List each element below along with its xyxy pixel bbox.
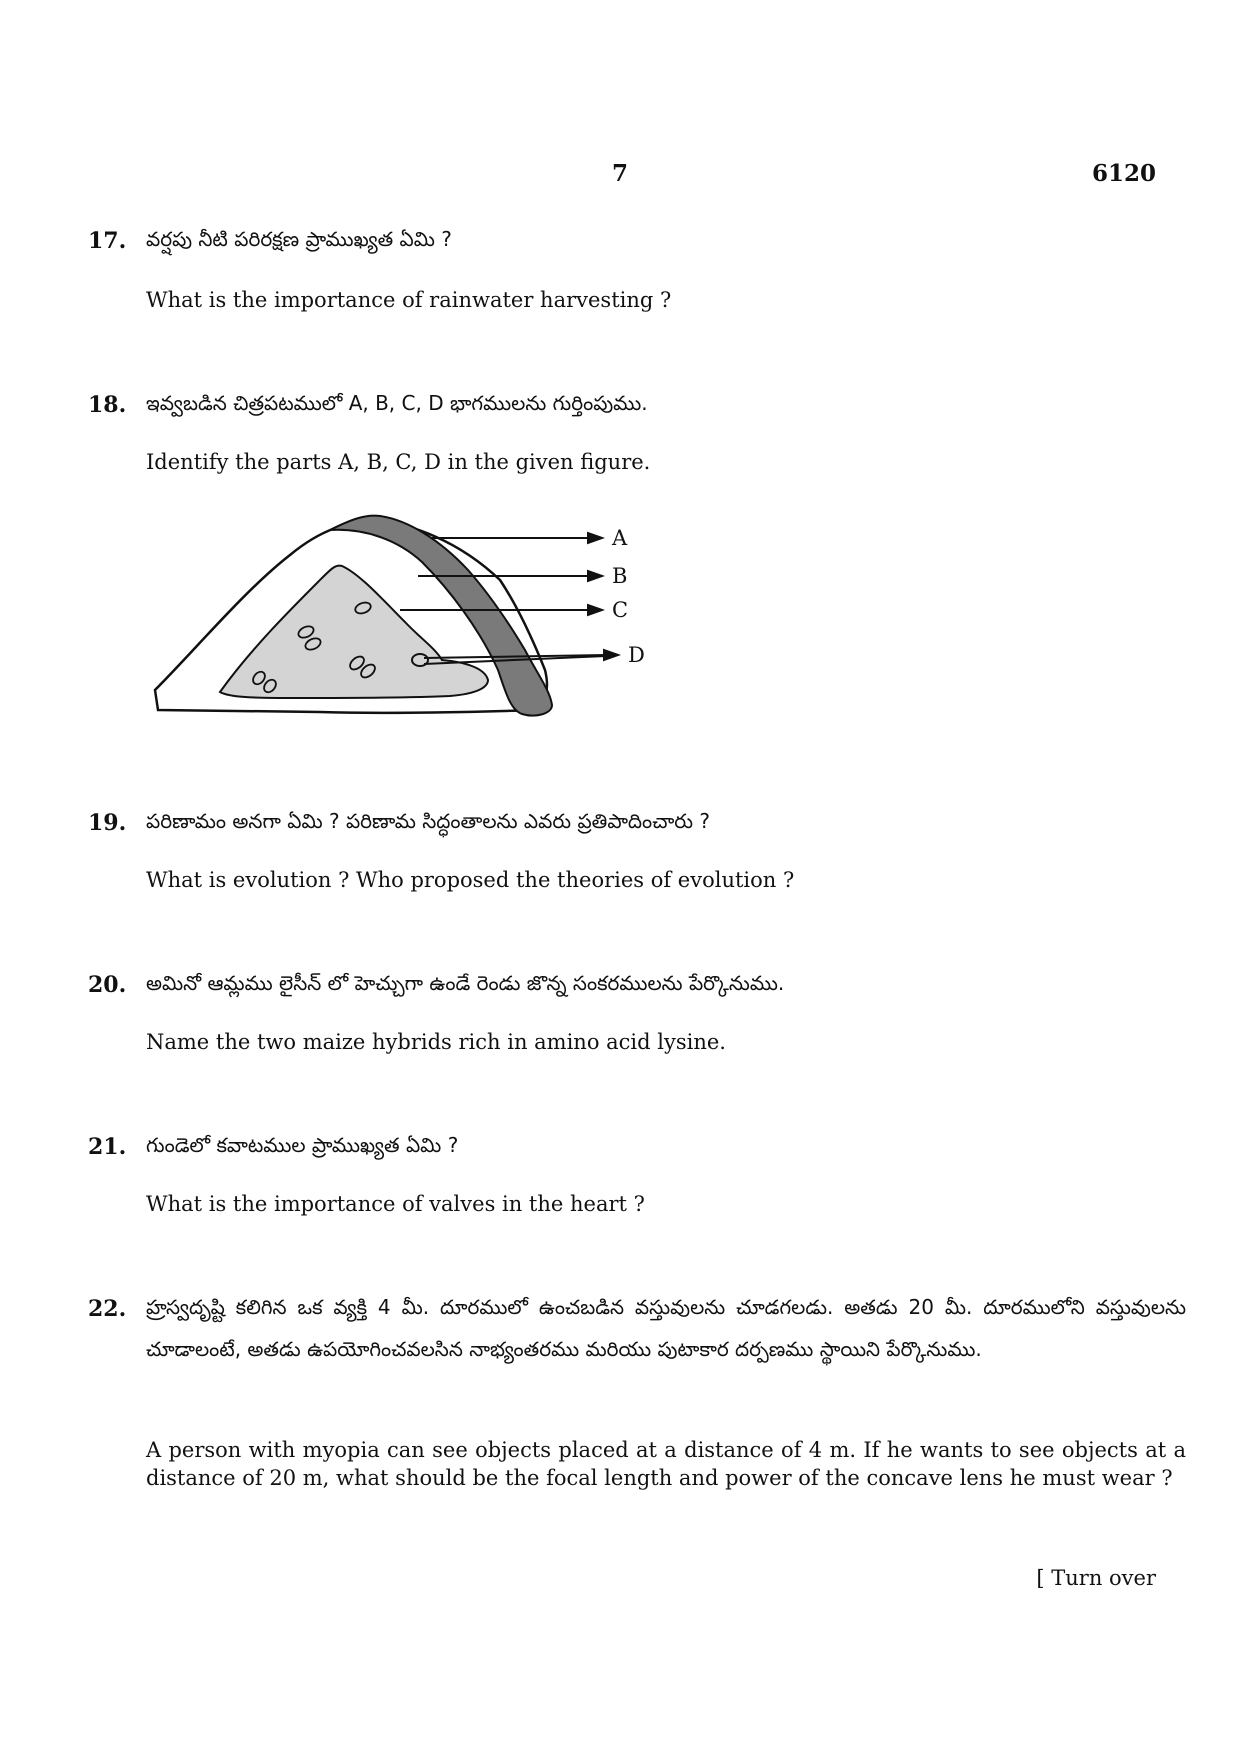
- question-number: 17.: [88, 228, 127, 254]
- label-a: A: [612, 526, 628, 550]
- question-telugu-text: హ్రస్వదృష్టి కలిగిన ఒక వ్యక్తి 4 మీ. దూరములో ఉంచబడిన వస్తువులను చూడగలడు. అతడు 20 మీ. దూరములోని వస్తువులను చూడాలంటే, అతడు ఉపయోగించవలసిన నాభ్యంతరము మరియు పుటాకార దర్పణము స్థాయిని పేర్కొనుము.: [146, 1295, 1186, 1361]
- question-english-text: Identify the parts A, B, C, D in the given figure.: [146, 450, 651, 474]
- page-number: 7: [612, 160, 629, 187]
- question-english-text: A person with myopia can see objects placed at a distance of 4 m. If he wants to see objects at a distance of 20 m, what should be the focal length and power of the concave lens he must wear ?: [146, 1438, 1186, 1490]
- question-number: 22.: [88, 1296, 127, 1322]
- pointer-b-arrow: [588, 571, 602, 581]
- question-number: 21.: [88, 1134, 127, 1160]
- question-number: 18.: [88, 392, 127, 418]
- question-number: 19.: [88, 810, 127, 836]
- question-telugu-text: వర్షపు నీటి పరిరక్షణ ప్రాముఖ్యత ఏమి ?: [146, 227, 452, 251]
- question-english-text: What is the importance of rainwater harvesting ?: [146, 288, 672, 312]
- pointer-a-arrow: [588, 533, 602, 543]
- question-number: 20.: [88, 972, 127, 998]
- pointer-c-arrow: [588, 605, 602, 615]
- leaf-cross-section-figure: [150, 500, 670, 730]
- question-telugu-text: అమినో ఆమ్లము లైసీన్ లో హెచ్చుగా ఉండే రెండు జొన్న సంకరములను పేర్కొనుము.: [146, 971, 785, 995]
- question-english-text: What is the importance of valves in the heart ?: [146, 1192, 645, 1216]
- turn-over-note: [ Turn over: [1036, 1566, 1156, 1590]
- question-english-text: What is evolution ? Who proposed the theories of evolution ?: [146, 868, 795, 892]
- figure-shapes: [155, 516, 552, 716]
- question-telugu-text: ఇవ్వబడిన చిత్రపటములో A, B, C, D భాగములను గుర్తింపుము.: [146, 391, 648, 415]
- pointer-d-arrow: [604, 650, 618, 660]
- label-d: D: [628, 643, 645, 667]
- question-telugu-text: పరిణామం అనగా ఏమి ? పరిణామ సిద్ధంతాలను ఎవరు ప్రతిపాదించారు ?: [146, 809, 711, 833]
- question-telugu-text: గుండెలో కవాటముల ప్రాముఖ్యత ఏమి ?: [146, 1133, 459, 1157]
- label-c: C: [612, 598, 629, 622]
- question-english-text: Name the two maize hybrids rich in amino acid lysine.: [146, 1030, 726, 1054]
- label-b: B: [612, 564, 628, 588]
- paper-code: 6120: [1091, 160, 1156, 187]
